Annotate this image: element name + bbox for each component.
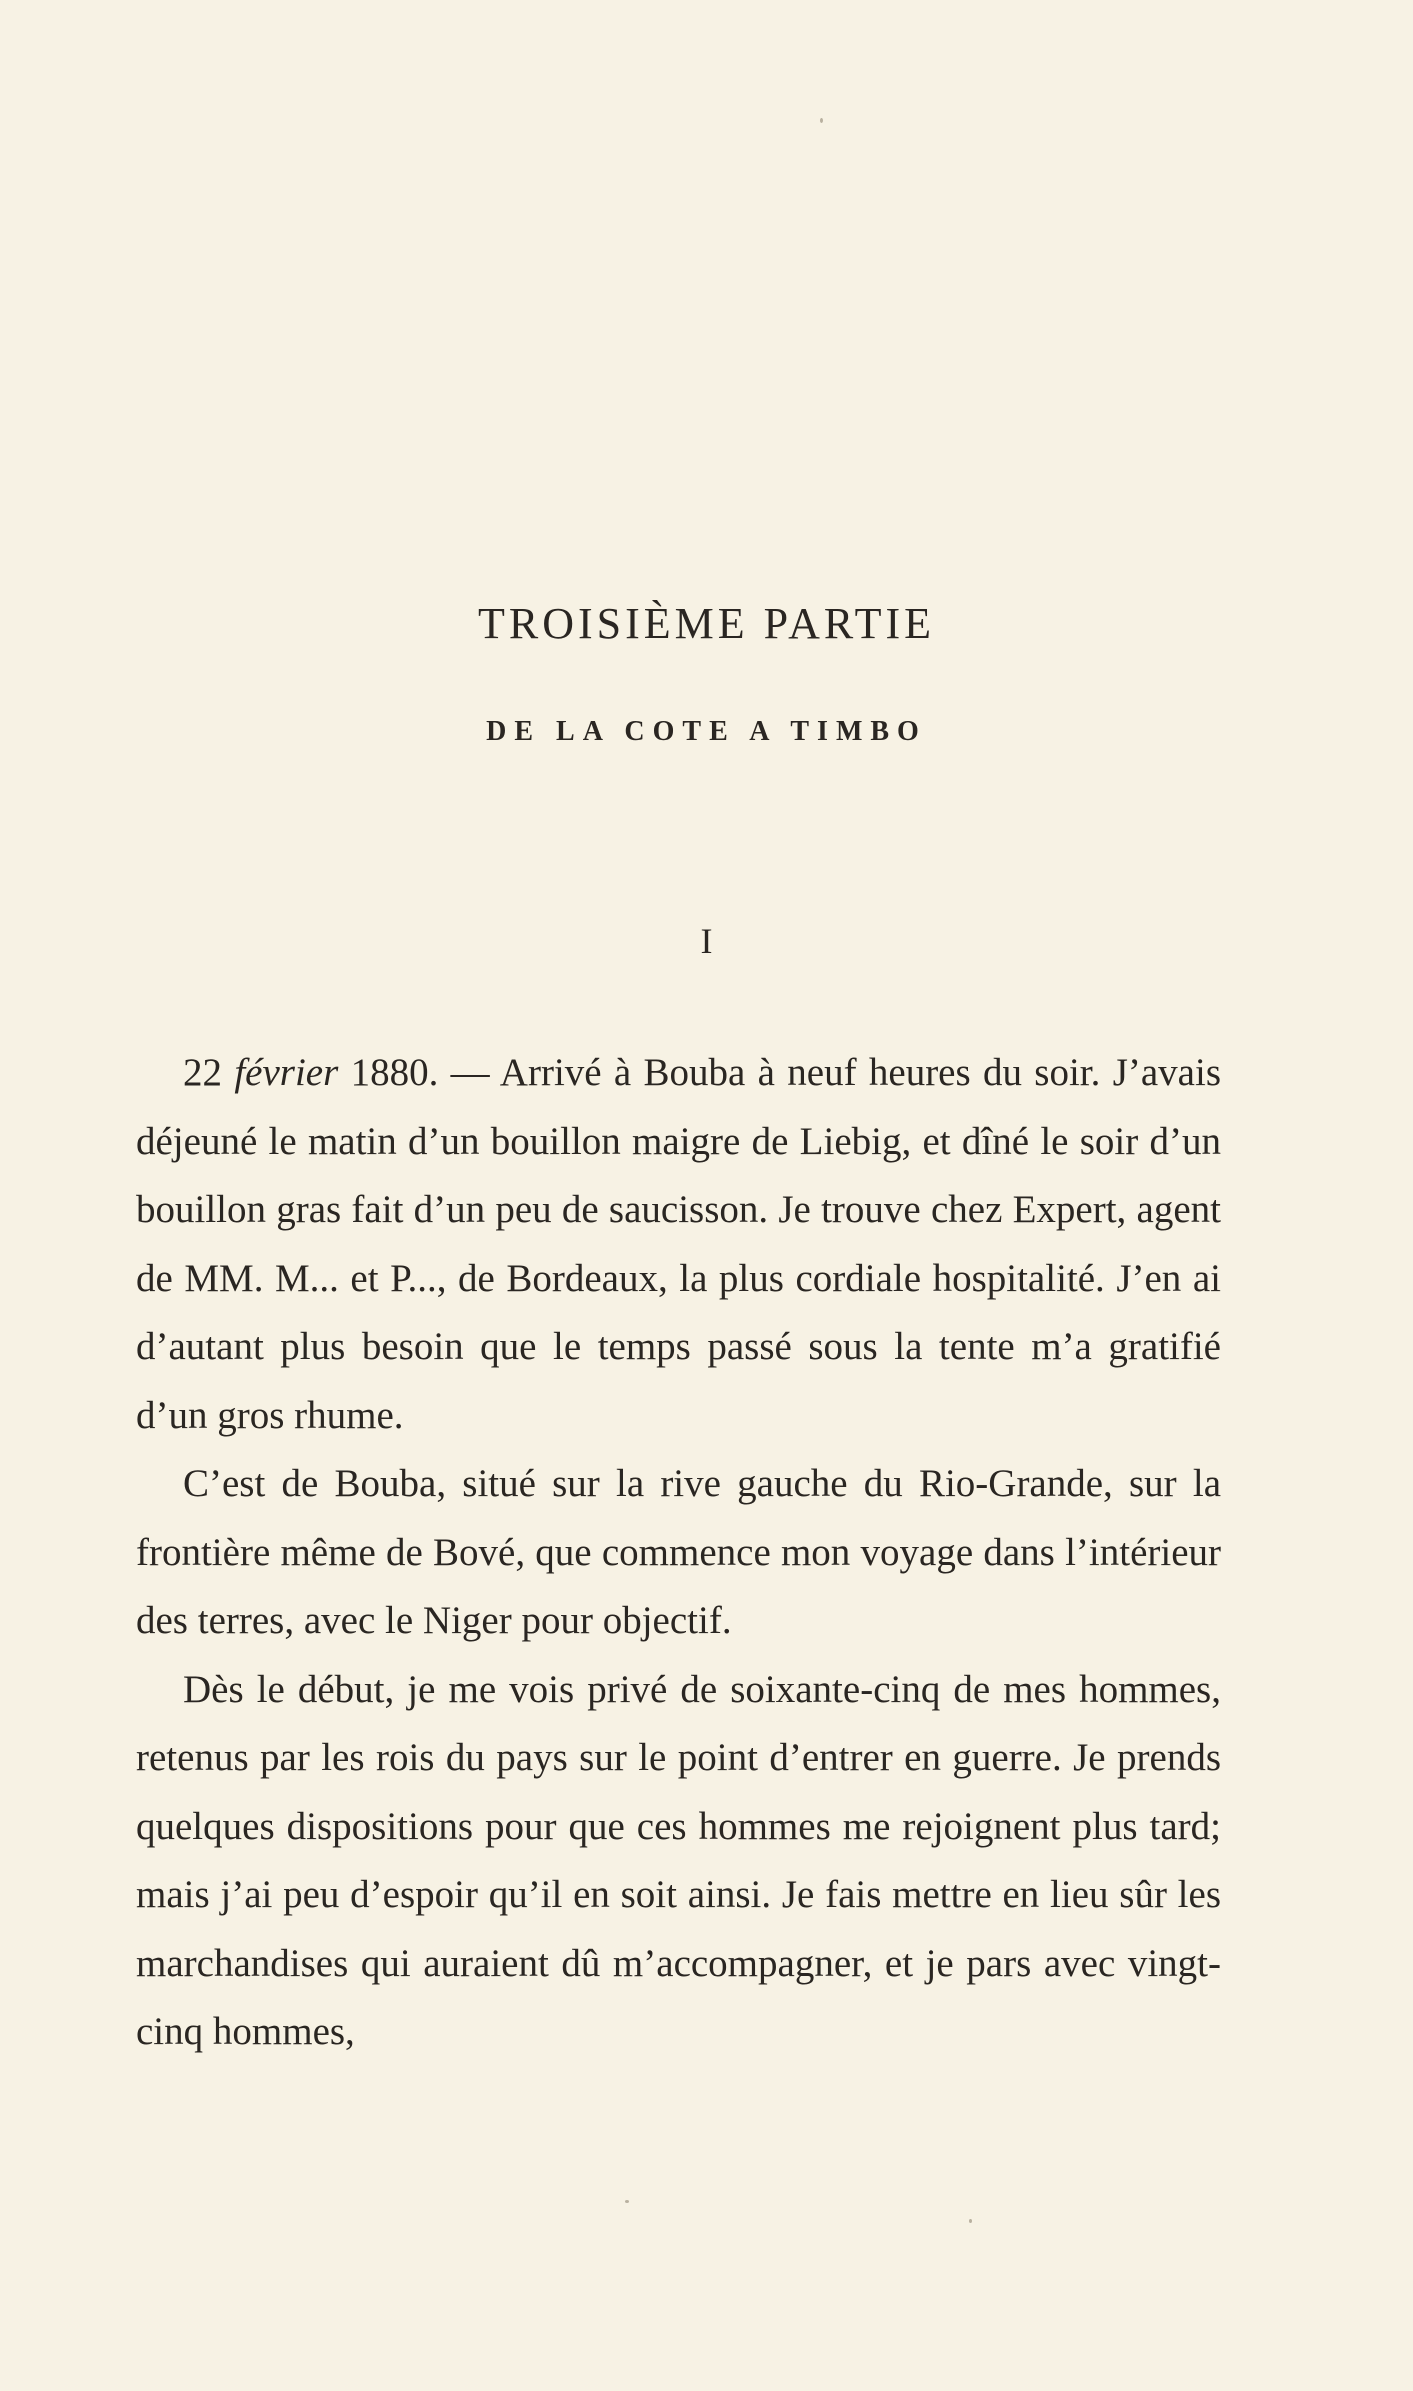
paragraph-2: C’est de Bouba, situé sur la rive gauche du Rio-Grande, sur la frontière même de Bové, que commence mon voyage dans l’intérieur des terres, avec le Niger pour objectif. (136, 1462, 1221, 1642)
body-text (136, 1039, 1221, 2067)
section-subtitle: DE LA COTE A TIMBO (486, 716, 927, 747)
chapter-number: I (700, 921, 713, 961)
part-title: TROISIÈME PARTIE (478, 599, 935, 648)
paper-speck (625, 2200, 629, 2203)
paper-speck (820, 118, 823, 123)
paragraph-1 (136, 1039, 1221, 1450)
date-month: février (234, 1051, 339, 1094)
date-day: 22 (183, 1051, 222, 1094)
paragraph-3: Dès le début, je me vois privé de soixante-cinq de mes hommes, retenus par les rois du pays sur le point d’entrer en guerre. Je prends quelques dispositions pour que ces hommes me rejoignent plus tard; mais j’ai peu d’espoir qu’il en soit ainsi. Je fais mettre en lieu sûr les marchandises qui auraient dû m’accompagner, et je pars avec vingt-cinq hommes, (136, 1667, 1221, 2053)
paper-speck (969, 2219, 972, 2223)
paragraph-1-text: 1880. — Arrivé à Bouba à neuf heures du soir. J’avais déjeuné le matin d’un bouillon maigre de Liebig, et dîné le soir d’un bouillon gras fait d’un peu de saucisson. Je trouve chez Expert, agent de MM. M... et P..., de Bordeaux, la plus cordiale hospitalité. J’en ai d’autant plus besoin que le temps passé sous la tente m’a gratifié d’un gros rhume. (136, 1051, 1221, 1437)
